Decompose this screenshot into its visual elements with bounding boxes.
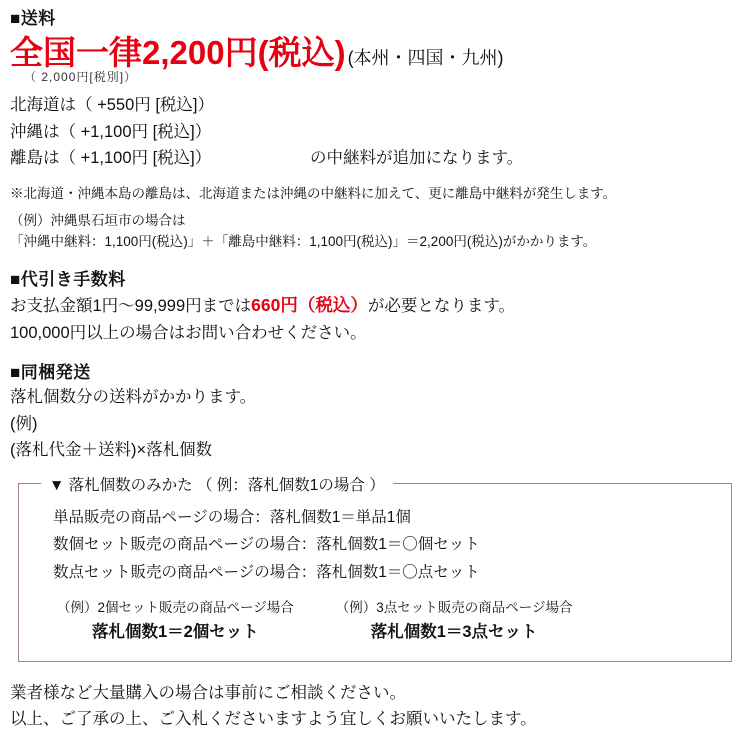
bid-count-case-multi-piece: 数点セット販売の商品ページの場合：落札個数1＝〇点セット	[53, 563, 480, 581]
shipping-tax-excluded-note: （ 2,000円[税別]）	[24, 69, 138, 84]
bid-count-example-2-head: （例）3点セット販売の商品ページ場合	[335, 599, 573, 615]
shipping-price-line	[10, 36, 740, 71]
bid-count-example-1-head: （例）2個セット販売の商品ページ場合	[57, 599, 294, 615]
cod-fee-amount: 660円（税込）	[251, 295, 368, 316]
bundle-line-1: 落札個数分の送料がかかります。	[10, 388, 257, 407]
region-row-okinawa: 沖縄は（ +1,100円 [税込]）	[10, 122, 212, 141]
cod-section	[10, 269, 740, 346]
footer-line-2: 以上、ご了承の上、ご入札くださいますよう宜しくお願いいたします。	[10, 710, 537, 729]
region-surcharge-block	[10, 92, 740, 172]
bid-count-example-2-value: 落札個数1＝3点セット	[370, 622, 538, 641]
region-row-remote-islands: 離島は（ +1,100円 [税込]）	[10, 149, 212, 168]
region-row-hokkaido: 北海道は（ +550円 [税込]）	[10, 95, 215, 114]
bid-count-example-1	[57, 598, 294, 645]
bid-count-case-single: 単品販売の商品ページの場合：落札個数1＝単品1個	[53, 509, 411, 527]
shipping-example-line-1: （例）沖縄県石垣市の場合は	[10, 213, 186, 229]
region-surcharge-tail: の中継料が追加になります。	[310, 149, 524, 168]
cod-contact-line: 100,000円以上の場合はお問い合わせください。	[10, 323, 367, 342]
shipping-heading: ■送料	[10, 9, 56, 28]
bundle-line-3: (落札代金＋送料)×落札個数	[10, 440, 213, 459]
shipping-asterisk-note: ※北海道・沖縄本島の離島は、北海道または沖縄の中継料に加えて、更に離島中継料が発生します。	[10, 186, 617, 202]
shipping-price-main: 全国一律2,200円(税込)	[10, 34, 346, 72]
cod-fee-line	[10, 291, 740, 319]
bundle-section	[10, 362, 740, 463]
footer-line-1: 業者様など大量購入の場合は事前にご相談ください。	[10, 683, 406, 702]
bid-count-case-multi-set: 数個セット販売の商品ページの場合：落札個数1＝〇個セット	[53, 536, 480, 554]
bundle-heading: ■同梱発送	[10, 363, 91, 383]
bundle-line-2: (例)	[10, 414, 38, 433]
bid-count-examples	[41, 598, 717, 645]
cod-fee-prefix: お支払金額1円～99,999円までは	[10, 297, 252, 316]
shipping-price-regions: (本州・四国・九州)	[347, 48, 504, 69]
cod-heading: ■代引き手数料	[10, 270, 126, 290]
footer-section	[10, 680, 740, 733]
cod-fee-suffix: が必要となります。	[367, 297, 516, 316]
shipping-example-line-2: 「沖縄中継料：1,100円(税込)」＋「離島中継料：1,100円(税込)」＝2,200円(税込)がかかります。	[10, 234, 597, 250]
bid-count-example-1-value: 落札個数1＝2個セット	[91, 622, 259, 641]
bid-count-info-box	[18, 477, 732, 661]
bid-count-example-2	[336, 598, 573, 645]
bid-count-info-title: ▼ 落札個数のみかた （ 例：落札個数1の場合 ）	[41, 473, 393, 495]
